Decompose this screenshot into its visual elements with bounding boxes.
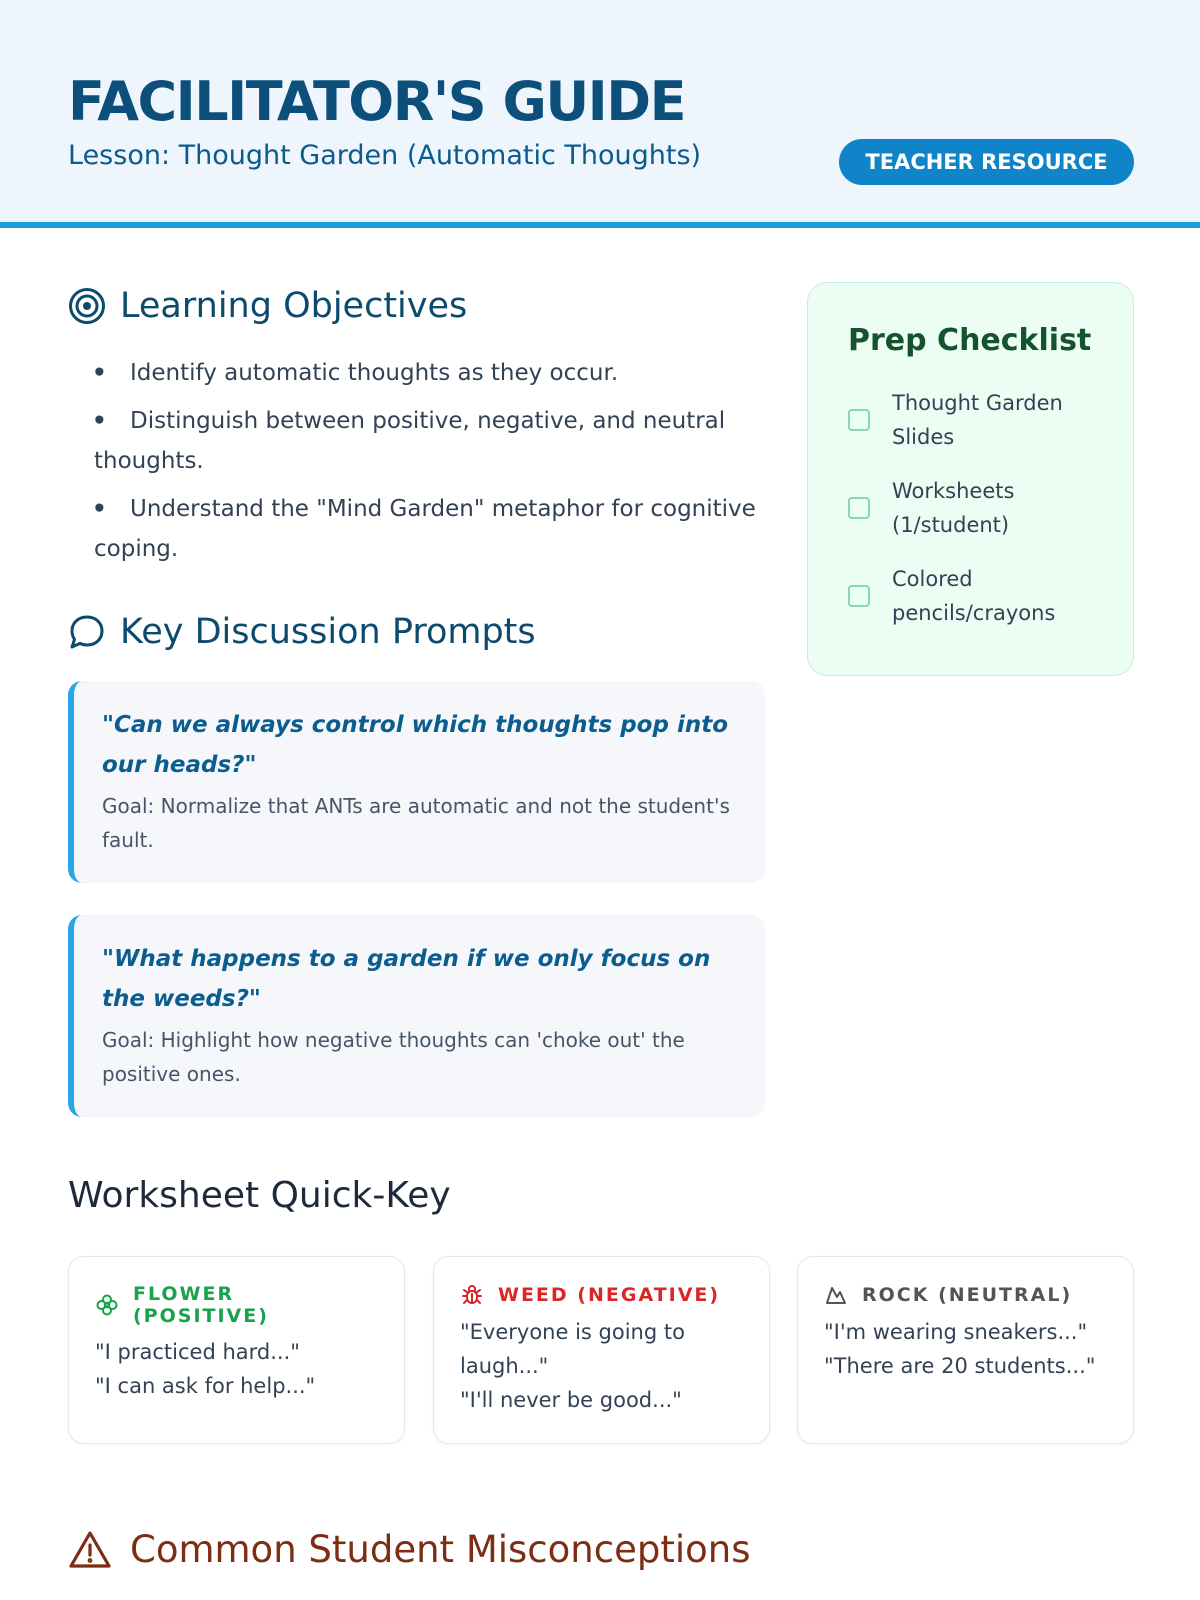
target-icon (68, 287, 106, 325)
checklist-item[interactable] (848, 474, 1093, 542)
list-item: • Understand the "Mind Garden" metaphor for cognitive coping. (92, 496, 756, 562)
prompt-question: "What happens to a garden if we only focus on the weeds?" (102, 946, 711, 1012)
quick-key-example: "I'm wearing sneakers..." (824, 1320, 1088, 1344)
speech-bubble-icon (68, 613, 106, 651)
checklist-title: Prep Checklist (848, 323, 1092, 358)
objectives-heading-text: Learning Objectives (120, 286, 468, 326)
warning-icon (68, 1530, 112, 1570)
checkbox[interactable] (848, 497, 870, 519)
quick-key-example: "There are 20 students..." (824, 1354, 1096, 1378)
prompt-goal: Goal: Highlight how negative thoughts can 'choke out' the positive ones. (102, 1028, 685, 1086)
prompts-heading-text: Key Discussion Prompts (120, 612, 536, 652)
quick-key-example: "I practiced hard..." (95, 1340, 300, 1364)
prompt-goal: Goal: Normalize that ANTs are automatic and not the student's fault. (102, 794, 730, 852)
objectives-list (68, 353, 768, 577)
misconceptions-heading-text: Common Student Misconceptions (130, 1528, 751, 1571)
quick-key-card-weed (433, 1256, 770, 1444)
objectives-heading (68, 286, 467, 326)
checkbox[interactable] (848, 409, 870, 431)
quick-key-example: "I'll never be good..." (460, 1388, 682, 1412)
teacher-resource-badge: TEACHER RESOURCE (839, 139, 1134, 185)
checklist-label: Colored pencils/crayons (892, 567, 1056, 625)
checklist-label: Worksheets (1/student) (892, 479, 1015, 537)
rock-icon (824, 1283, 848, 1307)
quick-key-example: "Everyone is going to laugh..." (460, 1320, 685, 1378)
quick-key-card-rock (797, 1256, 1134, 1444)
page-title: FACILITATOR'S GUIDE (68, 70, 685, 133)
quick-key-label: FLOWER (POSITIVE) (95, 1283, 378, 1327)
lesson-subtitle: Lesson: Thought Garden (Automatic Thoughts) (68, 140, 702, 171)
checkbox[interactable] (848, 585, 870, 607)
discussion-prompt-card (68, 915, 765, 1117)
checklist-item[interactable] (848, 386, 1093, 454)
page-header (0, 0, 1200, 228)
quick-key-label: WEED (NEGATIVE) (460, 1283, 743, 1307)
list-item: • Distinguish between positive, negative, and neutral thoughts. (92, 408, 726, 474)
prompt-question: "Can we always control which thoughts pop into our heads?" (102, 712, 728, 778)
discussion-prompt-card (68, 681, 765, 883)
list-item: • Identify automatic thoughts as they occur. (92, 360, 619, 386)
checklist-label: Thought Garden Slides (892, 391, 1063, 449)
checklist-item[interactable] (848, 562, 1093, 630)
flower-icon (95, 1293, 119, 1317)
misconceptions-heading (68, 1528, 750, 1571)
quick-key-card-flower (68, 1256, 405, 1444)
quick-key-label: ROCK (NEUTRAL) (824, 1283, 1107, 1307)
prep-checklist (807, 282, 1134, 676)
bug-icon (460, 1283, 484, 1307)
prompts-heading (68, 612, 536, 652)
quick-key-example: "I can ask for help..." (95, 1374, 316, 1398)
quick-key-heading: Worksheet Quick-Key (68, 1175, 451, 1216)
